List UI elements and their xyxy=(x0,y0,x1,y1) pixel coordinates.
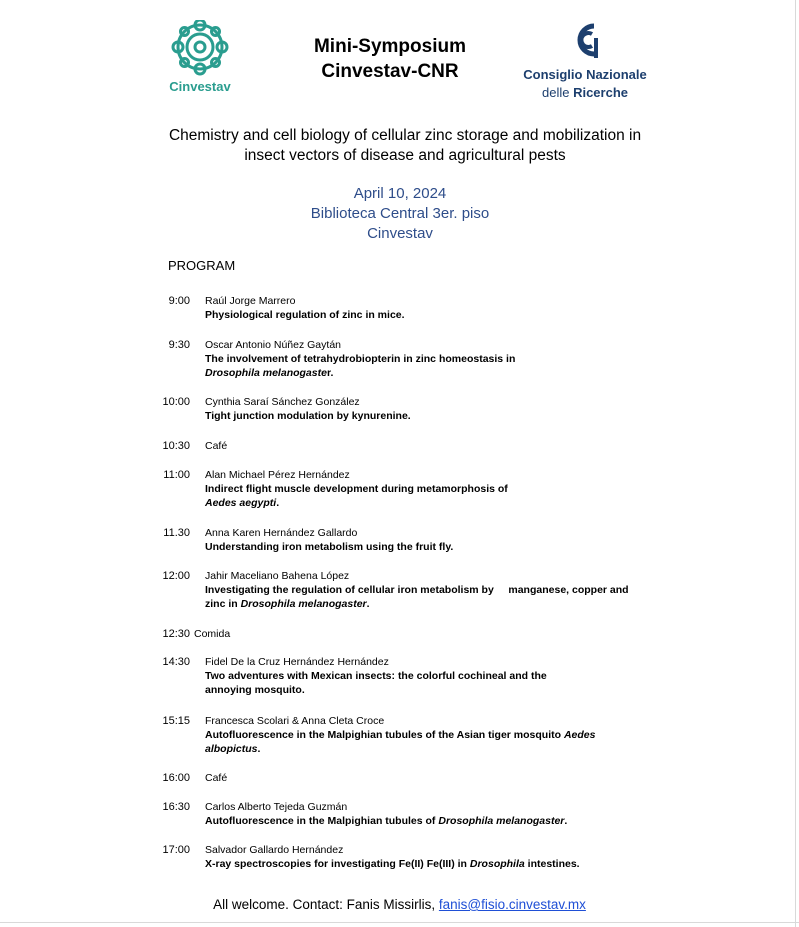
speaker-name: Francesca Scolari & Anna Cleta Croce xyxy=(205,715,385,727)
cnr-line-2-part-b: Ricerche xyxy=(573,85,628,100)
talk-title-lead: X-ray spectroscopies for investigating Fe(II) Fe(III) in xyxy=(205,858,470,870)
speaker-name: Carlos Alberto Tejeda Guzmán xyxy=(205,801,348,813)
session-time: 16:30 xyxy=(162,801,190,813)
page-edge-right xyxy=(795,0,796,927)
talk-title xyxy=(205,857,580,871)
talk-title-end: . xyxy=(276,497,280,509)
talk-title xyxy=(205,669,547,697)
speaker-name: Anna Karen Hernández Gallardo xyxy=(205,527,358,539)
page-title xyxy=(280,34,500,84)
talk-title-lead: zinc in xyxy=(205,598,241,610)
talk-title xyxy=(205,814,567,828)
cnr-logo-line-2 xyxy=(520,85,650,100)
footer-contact xyxy=(0,897,799,912)
speaker-name: Oscar Antonio Núñez Gaytán xyxy=(205,339,341,351)
talk-title-text: Physiological regulation of zinc in mice. xyxy=(205,309,405,321)
talk-title-line-1: Two adventures with Mexican insects: the colorful cochineal and the xyxy=(205,670,547,682)
talk-title-line-2: annoying mosquito. xyxy=(205,684,305,696)
contact-email-link[interactable]: fanis@fisio.cinvestav.mx xyxy=(438,897,586,912)
talk-title xyxy=(205,409,411,423)
speaker-name: Fidel De la Cruz Hernández Hernández xyxy=(205,656,389,668)
symposium-subtitle xyxy=(150,126,660,166)
cnr-logo xyxy=(520,18,650,104)
session-time: 10:30 xyxy=(162,440,190,452)
talk-title xyxy=(205,352,515,380)
talk-title-text: Understanding iron metabolism using the fruit fly. xyxy=(205,541,454,553)
talk-title xyxy=(205,728,595,756)
species-epithet: albopictus xyxy=(205,743,258,755)
session-time: 11:00 xyxy=(163,469,190,481)
event-date: April 10, 2024 xyxy=(353,185,447,202)
talk-title-line-1: The involvement of tetrahydrobiopterin in zinc homeostasis in xyxy=(205,353,516,365)
talk-title-lead: Autofluorescence in the Malpighian tubules of xyxy=(205,815,439,827)
talk-title-line-2 xyxy=(205,742,595,756)
event-place: Cinvestav xyxy=(367,225,433,242)
talk-title-line-2 xyxy=(205,496,508,510)
session-time: 17:00 xyxy=(162,844,190,856)
talk-title-line-2 xyxy=(205,366,515,380)
talk-title-end: intestines. xyxy=(524,858,580,870)
session-time: 12:30 xyxy=(162,628,190,640)
speaker-name: Jahir Maceliano Bahena López xyxy=(205,570,350,582)
session-time: 9:00 xyxy=(168,295,190,307)
species-name: Drosophila melanogaster xyxy=(240,598,367,610)
session-time: 12:00 xyxy=(162,570,190,582)
cinvestav-logo-text: Cinvestav xyxy=(169,79,231,94)
session-time: 16:00 xyxy=(162,772,190,784)
species-genus: Aedes xyxy=(563,729,596,741)
break-label: Comida xyxy=(194,628,231,640)
talk-title-line-1 xyxy=(205,728,595,742)
title-line-1: Mini-Symposium xyxy=(313,36,466,57)
program-heading: PROGRAM xyxy=(168,258,236,273)
talk-title xyxy=(205,482,508,510)
species-name: Drosophila xyxy=(469,858,525,870)
session-time: 15:15 xyxy=(162,715,190,727)
speaker-name: Raúl Jorge Marrero xyxy=(205,295,296,307)
cnr-logo-line-1: Consiglio Nazionale xyxy=(523,67,647,82)
break-label: Café xyxy=(205,440,228,452)
page-edge-bottom xyxy=(0,922,799,923)
cnr-line-2-part-a: delle xyxy=(542,85,574,100)
talk-title-end: . xyxy=(564,815,568,827)
event-info xyxy=(250,184,550,244)
talk-title-end: r. xyxy=(326,367,334,379)
talk-title-end: . xyxy=(366,598,370,610)
speaker-name: Salvador Gallardo Hernández xyxy=(205,844,344,856)
speaker-name: Cynthia Saraí Sánchez González xyxy=(205,396,360,408)
talk-title xyxy=(205,308,405,322)
talk-title-lead: Autofluorescence in the Malpighian tubules of the Asian tiger mosquito xyxy=(205,729,564,741)
cinvestav-logo xyxy=(160,20,240,100)
subtitle-line-2: insect vectors of disease and agricultural pests xyxy=(244,147,566,164)
session-time: 9:30 xyxy=(168,339,190,351)
speaker-name: Alan Michael Pérez Hernández xyxy=(205,469,350,481)
talk-title-end: . xyxy=(257,743,261,755)
talk-title-line-1: Indirect flight muscle development during metamorphosis of xyxy=(205,483,508,495)
cnr-emblem-icon xyxy=(568,20,604,60)
session-time: 10:00 xyxy=(162,396,190,408)
species-name: Aedes aegypti xyxy=(205,497,277,509)
subtitle-line-1: Chemistry and cell biology of cellular zinc storage and mobilization in xyxy=(168,127,642,144)
session-time: 14:30 xyxy=(162,656,190,668)
break-label: Café xyxy=(205,772,228,784)
talk-title-line-1: Investigating the regulation of cellular iron metabolism by manganese, copper and xyxy=(205,584,629,596)
talk-title-text: Tight junction modulation by kynurenine. xyxy=(205,410,411,422)
footer-text: All welcome. Contact: Fanis Missirlis, xyxy=(213,897,439,912)
talk-title xyxy=(205,540,453,554)
title-line-2: Cinvestav-CNR xyxy=(321,61,459,82)
session-time: 11.30 xyxy=(163,527,190,539)
species-name: Drosophila melanogaster xyxy=(438,815,565,827)
talk-title-line-2 xyxy=(205,597,629,611)
species-name: Drosophila melanogaste xyxy=(205,367,327,379)
talk-title xyxy=(205,583,629,611)
cinvestav-emblem-icon xyxy=(168,20,232,78)
event-venue: Biblioteca Central 3er. piso xyxy=(310,205,490,222)
